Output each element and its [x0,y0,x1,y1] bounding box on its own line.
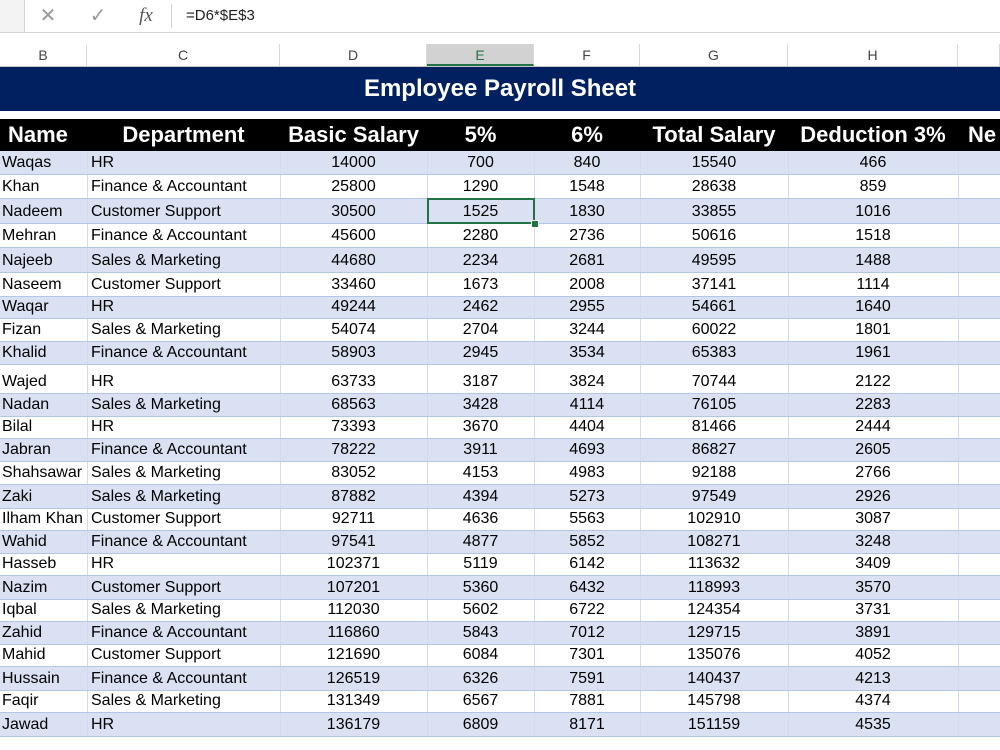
column-header-bar [0,44,1000,67]
net-salary-cell[interactable] [958,297,1000,318]
net-salary-cell[interactable] [958,439,1000,461]
net-salary-cell[interactable] [958,199,1000,223]
name-cell[interactable]: Ilham Khan [2,510,83,527]
allowance-5-cell[interactable]: 1673 [462,276,499,293]
total-salary-cell[interactable]: 92188 [691,464,737,481]
net-salary-cell[interactable] [958,319,1000,341]
basic-salary-cell[interactable]: 121690 [326,646,381,663]
column-header-f[interactable]: F [534,44,640,66]
name-cell[interactable]: Waqas [2,154,52,171]
spacer-row[interactable] [0,111,1000,119]
deduction-cell[interactable]: 3891 [855,624,891,641]
department-cell[interactable]: HR [91,154,115,171]
allowance-6-cell[interactable]: 7881 [569,692,605,709]
net-salary-cell[interactable] [958,713,1000,736]
allowance-5-cell[interactable]: 4877 [462,533,499,550]
net-salary-cell[interactable] [958,509,1000,530]
table-row [0,554,1000,576]
name-cell[interactable]: Mehran [2,227,57,244]
allowance-6-cell[interactable]: 1830 [569,203,605,220]
total-salary-cell[interactable]: 49595 [691,252,737,269]
net-salary-cell[interactable] [958,600,1000,621]
allowance-6-cell[interactable]: 8171 [569,716,605,733]
cancel-icon[interactable]: ✕ [39,5,57,27]
total-salary-cell[interactable]: 15540 [691,154,737,171]
deduction-cell[interactable]: 4213 [855,670,891,687]
allowance-5-cell[interactable]: 3187 [462,373,499,390]
allowance-6-cell[interactable]: 2681 [569,252,605,269]
deduction-cell[interactable]: 1016 [855,203,891,220]
table-row [0,691,1000,713]
basic-salary-cell[interactable]: 54074 [331,321,376,338]
department-cell[interactable]: Finance & Accountant [91,533,247,550]
allowance-5-cell[interactable]: 6084 [462,646,499,663]
allowance-6-cell[interactable]: 7012 [569,624,605,641]
allowance-5-cell[interactable]: 5119 [463,555,498,572]
basic-salary-cell[interactable]: 45600 [331,227,376,244]
deduction-cell[interactable]: 3087 [855,510,891,527]
basic-salary-cell[interactable]: 107201 [326,579,381,596]
allowance-6-cell[interactable]: 4404 [569,418,605,435]
column-header-i[interactable] [958,44,1000,66]
name-cell[interactable]: Wahid [2,533,47,550]
allowance-5-cell[interactable]: 2704 [462,321,499,338]
department-cell[interactable]: Sales & Marketing [91,252,221,269]
allowance-5-cell[interactable]: 4153 [462,464,499,481]
name-cell[interactable]: Waqar [2,298,49,315]
total-salary-cell[interactable]: 118993 [687,579,741,596]
basic-salary-cell[interactable]: 116860 [327,624,380,641]
net-salary-cell[interactable] [958,175,1000,198]
enter-icon[interactable]: ✓ [89,5,107,27]
total-salary-cell[interactable]: 28638 [691,178,737,195]
allowance-5-cell[interactable]: 3670 [462,418,499,435]
column-header-g[interactable]: G [640,44,788,66]
allowance-6-cell[interactable]: 4983 [569,464,605,481]
deduction-cell[interactable]: 2283 [855,396,891,413]
department-cell[interactable]: Finance & Accountant [91,441,247,458]
header-cell[interactable]: Department [122,122,245,147]
basic-salary-cell[interactable]: 92711 [331,510,376,527]
header-cell[interactable]: 5% [464,122,497,147]
name-cell[interactable]: Nadan [2,396,50,413]
department-cell[interactable]: Sales & Marketing [91,692,221,709]
table-row [0,175,1000,199]
deduction-cell[interactable]: 2926 [855,488,891,505]
total-salary-cell[interactable]: 50616 [691,227,737,244]
basic-salary-cell[interactable]: 78222 [331,441,376,458]
net-salary-cell[interactable] [958,248,1000,272]
department-cell[interactable]: Sales & Marketing [91,464,221,481]
allowance-5-cell[interactable]: 6809 [462,716,499,733]
header-cell[interactable]: Ne [968,122,997,147]
basic-salary-cell[interactable]: 49244 [331,298,376,315]
total-salary-cell[interactable]: 65383 [691,344,737,361]
header-cell[interactable]: Basic Salary [288,122,419,147]
allowance-5-cell[interactable]: 5360 [462,579,499,596]
department-cell[interactable]: Customer Support [91,203,221,220]
allowance-6-cell[interactable]: 2955 [569,298,605,315]
deduction-cell[interactable]: 4374 [855,692,891,709]
name-cell[interactable]: Jawad [2,716,49,733]
basic-salary-cell[interactable]: 68563 [331,396,376,413]
allowance-5-cell[interactable]: 2945 [462,344,499,361]
net-salary-cell[interactable] [958,554,1000,575]
table-row [0,297,1000,319]
department-cell[interactable]: HR [91,373,115,390]
department-cell[interactable]: HR [91,418,115,435]
allowance-5-cell[interactable]: 1290 [462,178,499,195]
table-row [0,319,1000,342]
allowance-6-cell[interactable]: 6432 [569,579,605,596]
allowance-6-cell[interactable]: 3244 [569,321,605,338]
department-cell[interactable]: Sales & Marketing [91,488,221,505]
table-row [0,224,1000,248]
table-row [0,509,1000,531]
allowance-5-cell[interactable]: 2280 [462,227,499,244]
net-salary-cell[interactable] [958,342,1000,364]
deduction-cell[interactable]: 3570 [855,579,891,596]
allowance-6-cell[interactable]: 7591 [569,670,605,687]
deduction-cell[interactable]: 1640 [855,298,891,315]
allowance-6-cell[interactable]: 4693 [569,441,605,458]
total-salary-cell[interactable]: 81466 [691,418,737,435]
basic-salary-cell[interactable]: 44680 [331,252,376,269]
department-cell[interactable]: Sales & Marketing [91,321,221,338]
allowance-6-cell[interactable]: 840 [573,154,601,171]
net-salary-cell[interactable] [958,485,1000,508]
column-header-e[interactable]: E [427,44,534,66]
department-cell[interactable]: HR [91,555,115,572]
deduction-cell[interactable]: 4535 [855,716,891,733]
column-header-c[interactable]: C [87,44,280,66]
table-row [0,667,1000,691]
basic-salary-cell[interactable]: 30500 [331,203,376,220]
name-cell[interactable]: Khalid [2,344,47,361]
formula-bar-divider [171,4,172,28]
allowance-5-cell[interactable]: 3911 [463,441,498,458]
table-row [0,462,1000,485]
table-row [0,531,1000,554]
table-row [0,248,1000,273]
basic-salary-cell[interactable]: 126519 [326,670,381,687]
department-cell[interactable]: HR [91,716,115,733]
table-row [0,394,1000,417]
deduction-cell[interactable]: 1518 [855,227,891,244]
total-salary-cell[interactable]: 33855 [691,203,737,220]
total-salary-cell[interactable]: 102910 [687,510,741,527]
total-salary-cell[interactable]: 151159 [687,716,741,733]
total-salary-cell[interactable]: 60022 [691,321,737,338]
allowance-6-cell[interactable]: 6722 [569,601,605,618]
deduction-cell[interactable]: 4052 [855,646,891,663]
formula-input[interactable]: =D6*$E$3 [186,7,255,24]
allowance-6-cell[interactable]: 2736 [569,227,605,244]
table-header-row [0,119,1000,151]
department-cell[interactable]: Customer Support [91,510,221,527]
allowance-6-cell[interactable]: 5563 [569,510,605,527]
table-row [0,365,1000,394]
allowance-5-cell[interactable]: 4394 [462,488,499,505]
formula-bar [0,0,1000,33]
deduction-cell[interactable]: 2444 [855,418,891,435]
net-salary-cell[interactable] [958,576,1000,599]
allowance-6-cell[interactable]: 3534 [569,344,605,361]
header-cell[interactable]: Total Salary [652,122,776,147]
name-cell[interactable]: Wajed [2,373,47,390]
allowance-6-cell[interactable]: 3824 [569,373,605,390]
sheet-title[interactable]: Employee Payroll Sheet [0,67,1000,111]
allowance-5-cell[interactable]: 700 [467,154,494,171]
name-cell[interactable]: Nazim [2,579,48,596]
allowance-6-cell[interactable]: 7301 [569,646,605,663]
basic-salary-cell[interactable]: 131349 [326,692,381,709]
department-cell[interactable]: Customer Support [91,579,221,596]
table-row [0,417,1000,439]
header-cell[interactable]: 6% [571,122,603,147]
column-header-h[interactable]: H [788,44,958,66]
department-cell[interactable]: Sales & Marketing [91,396,221,413]
basic-salary-cell[interactable]: 58903 [331,344,376,361]
column-header-d[interactable]: D [280,44,427,66]
department-cell[interactable]: Finance & Accountant [91,344,247,361]
allowance-6-cell[interactable]: 1548 [569,178,605,195]
basic-salary-cell[interactable]: 136179 [326,716,381,733]
table-row [0,645,1000,667]
net-salary-cell[interactable] [958,151,1000,174]
allowance-6-cell[interactable]: 5273 [569,488,605,505]
basic-salary-cell[interactable]: 83052 [331,464,376,481]
insert-function-icon[interactable]: fx [139,5,153,26]
department-cell[interactable]: HR [91,298,115,315]
table-row [0,485,1000,509]
table-row [0,342,1000,365]
basic-salary-cell[interactable]: 33460 [331,276,376,293]
department-cell[interactable]: Sales & Marketing [91,601,221,618]
table-row [0,600,1000,622]
allowance-5-cell[interactable]: 5602 [462,601,499,618]
total-salary-cell[interactable]: 108271 [687,533,741,550]
table-row [0,713,1000,737]
total-salary-cell[interactable]: 135076 [687,646,741,663]
name-box-edge[interactable] [0,0,25,32]
total-salary-cell[interactable]: 124354 [687,601,741,618]
table-row [0,151,1000,175]
deduction-cell[interactable]: 3409 [855,555,891,572]
basic-salary-cell[interactable]: 112030 [327,601,380,618]
department-cell[interactable]: Customer Support [91,276,221,293]
total-salary-cell[interactable]: 54661 [691,298,737,315]
table-row [0,199,1000,224]
net-salary-cell[interactable] [958,394,1000,416]
total-salary-cell[interactable]: 140437 [687,670,741,687]
name-cell[interactable]: Bilal [2,418,33,435]
net-salary-cell[interactable] [958,691,1000,712]
total-salary-cell[interactable]: 113632 [687,555,741,572]
name-cell[interactable]: Hasseb [2,555,57,572]
total-salary-cell[interactable]: 70744 [691,373,737,390]
net-salary-cell[interactable] [958,667,1000,690]
allowance-5-cell[interactable]: 6567 [462,692,499,709]
allowance-5-cell[interactable]: 6326 [462,670,499,687]
department-cell[interactable]: Finance & Accountant [91,178,247,195]
deduction-cell[interactable]: 466 [859,154,887,171]
name-cell[interactable]: Najeeb [2,252,53,269]
allowance-6-cell[interactable]: 4114 [569,396,605,413]
name-cell[interactable]: Zahid [2,624,43,641]
deduction-cell[interactable]: 2122 [855,373,891,390]
department-cell[interactable]: Finance & Accountant [91,670,247,687]
fill-handle[interactable] [531,220,539,228]
table-row [0,273,1000,297]
basic-salary-cell[interactable]: 25800 [331,178,376,195]
table-row [0,576,1000,600]
deduction-cell[interactable]: 3731 [855,601,891,618]
net-salary-cell[interactable] [958,417,1000,438]
deduction-cell[interactable]: 1961 [855,344,891,361]
allowance-6-cell[interactable]: 5852 [569,533,605,550]
name-cell[interactable]: Nadeem [2,203,63,220]
net-salary-cell[interactable] [958,365,1000,393]
deduction-cell[interactable]: 2766 [855,464,891,481]
name-cell[interactable]: Naseem [2,276,62,293]
name-cell[interactable]: Fizan [2,321,42,338]
deduction-cell[interactable]: 1801 [855,321,891,338]
column-header-b[interactable]: B [0,44,87,66]
table-row [0,622,1000,645]
deduction-cell[interactable]: 1114 [856,276,890,293]
total-salary-cell[interactable]: 129715 [687,624,741,641]
allowance-6-cell[interactable]: 2008 [569,276,605,293]
header-cell[interactable]: Deduction 3% [800,122,946,147]
deduction-cell[interactable]: 3248 [855,533,891,550]
allowance-5-cell[interactable]: 3428 [462,396,499,413]
name-cell[interactable]: Jabran [2,441,51,458]
net-salary-cell[interactable] [958,531,1000,553]
table-row [0,439,1000,462]
deduction-cell[interactable]: 859 [859,178,887,195]
allowance-5-cell[interactable]: 2234 [462,252,499,269]
allowance-6-cell[interactable]: 6142 [569,555,605,572]
allowance-5-cell[interactable]: 5843 [462,624,499,641]
net-salary-cell[interactable] [958,462,1000,484]
net-salary-cell[interactable] [958,622,1000,644]
deduction-cell[interactable]: 1488 [855,252,891,269]
name-cell[interactable]: Khan [2,178,40,195]
department-cell[interactable]: Finance & Accountant [91,227,247,244]
allowance-5-cell[interactable]: 4636 [462,510,499,527]
basic-salary-cell[interactable]: 102371 [326,555,381,572]
allowance-5-cell[interactable]: 2462 [462,298,499,315]
header-cell[interactable]: Name [8,122,68,147]
deduction-cell[interactable]: 2605 [855,441,891,458]
department-cell[interactable]: Finance & Accountant [91,624,247,641]
total-salary-cell[interactable]: 97549 [691,488,737,505]
name-cell[interactable]: Mahid [2,646,46,663]
allowance-5-cell[interactable]: 1525 [462,203,499,220]
total-salary-cell[interactable]: 86827 [691,441,737,458]
name-cell[interactable]: Faqir [2,692,39,709]
basic-salary-cell[interactable]: 14000 [331,154,376,171]
name-cell[interactable]: Hussain [2,670,60,687]
basic-salary-cell[interactable]: 97541 [331,533,376,550]
basic-salary-cell[interactable]: 73393 [331,418,376,435]
net-salary-cell[interactable] [958,273,1000,296]
name-cell[interactable]: Iqbal [2,601,37,618]
department-cell[interactable]: Customer Support [91,646,221,663]
name-cell[interactable]: Zaki [2,488,33,505]
total-salary-cell[interactable]: 145798 [687,692,741,709]
net-salary-cell[interactable] [958,645,1000,666]
net-salary-cell[interactable] [958,224,1000,247]
data-grid [0,151,1000,737]
total-salary-cell[interactable]: 37141 [691,276,737,293]
total-salary-cell[interactable]: 76105 [691,396,737,413]
name-cell[interactable]: Shahsawar [2,464,83,481]
basic-salary-cell[interactable]: 87882 [331,488,376,505]
basic-salary-cell[interactable]: 63733 [331,373,376,390]
